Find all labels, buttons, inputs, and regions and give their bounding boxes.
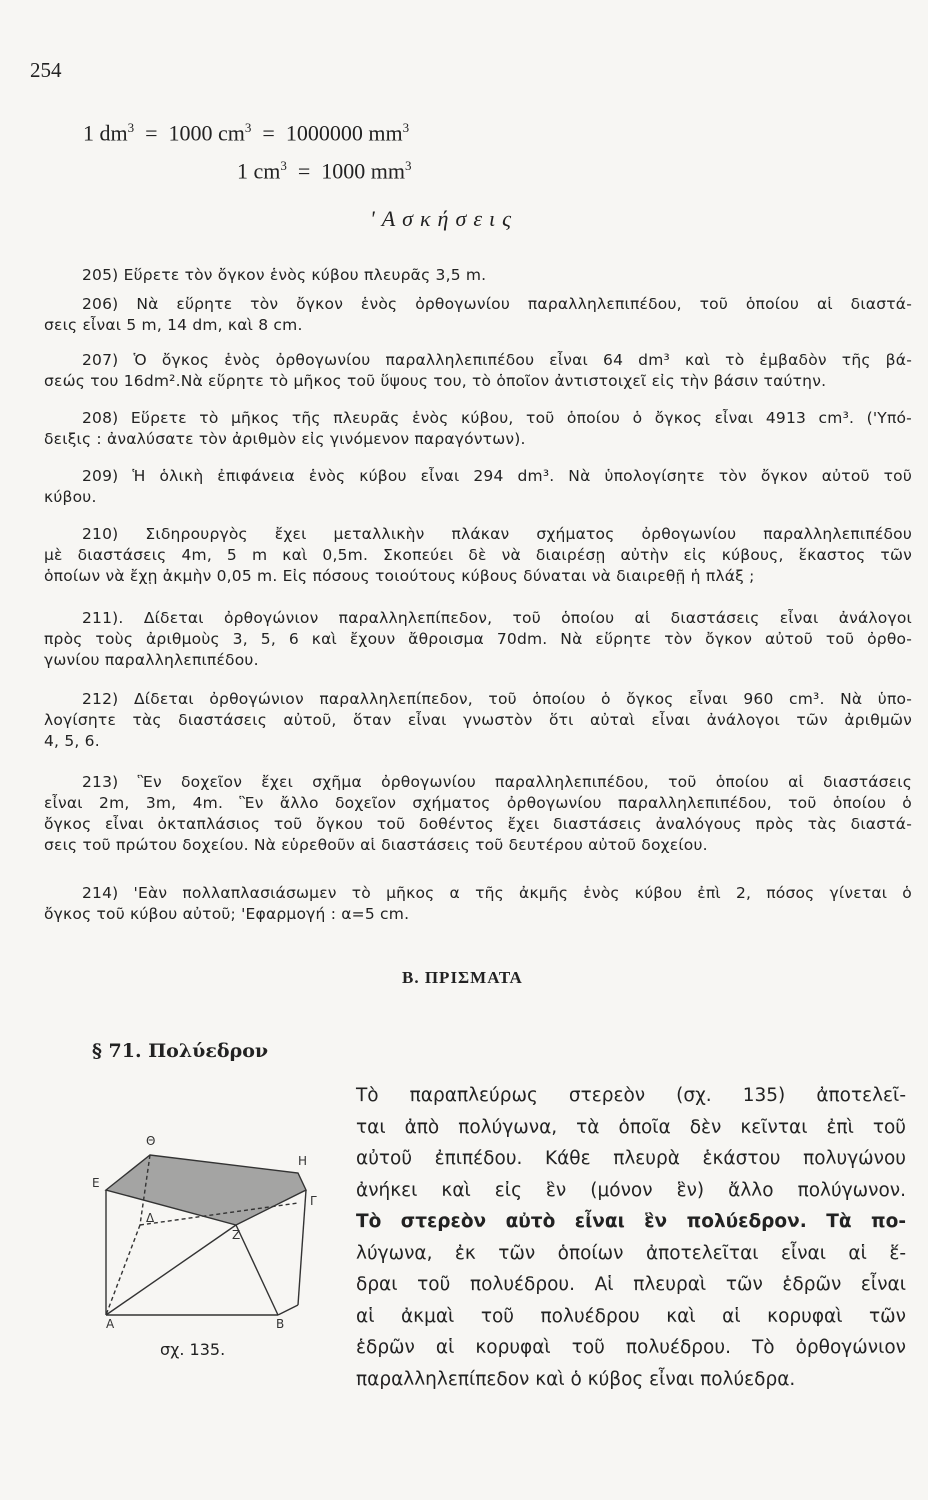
exercise-212: [44, 689, 912, 752]
exercise-text: μὲ διαστάσεις 4m, 5 m καὶ 0,5m. Σκοπεύει δὲ νὰ διαιρέσῃ αὐτὴν εἰς κύβους, ἕκαστος τῶν: [44, 546, 912, 564]
exercise-text: εἶναι 2m, 3m, 4m. Ἓν ἄλλο δοχεῖον σχήματος ὀρθογωνίου παραλληλεπιπέδου, τοῦ ὁποίου ὁ: [44, 794, 912, 812]
exercise-text: Ὁ ὄγκος ἑνὸς ὀρθογωνίου παραλληλεπιπέδου εἶναι 64 dm³ καὶ τὸ ἐμβαδὸν τῆς βά-: [133, 351, 912, 369]
exercise-206: [44, 294, 912, 336]
body-line: ται ἀπὸ πολύγωνα, τὰ ὁποῖα δὲν κεῖνται ἐπὶ τοῦ: [356, 1116, 906, 1138]
exercise-text: Εὕρετε τὸν ὄγκον ἑνὸς κύβου πλευρᾶς 3,5 m.: [123, 266, 487, 284]
page-number: 254: [30, 58, 62, 82]
polyhedron-figure: [88, 1125, 328, 1330]
exercise-text: ὁποίων νὰ ἔχῃ ἀκμὴν 0,05 m. Εἰς πόσους τοιούτους κύβους δύναται νὰ διαιρεθῇ ἡ πλάξ ;: [44, 567, 755, 585]
exercise-text: γωνίου παραλληλεπιπέδου.: [44, 651, 259, 669]
exercise-text: σεις τοῦ πρώτου δοχείου. Νὰ εὑρεθοῦν αἱ διαστάσεις τοῦ δευτέρου αὐτοῦ δοχείου.: [44, 836, 708, 854]
exercise-text: Ἓν δοχεῖον ἔχει σχῆμα ὀρθογωνίου παραλληλεπιπέδου, τοῦ ὁποίου αἱ διαστάσεις: [137, 773, 912, 791]
exercise-number: 210): [82, 525, 119, 543]
edge-bottom-right: [278, 1305, 298, 1315]
exercise-number: 208): [82, 409, 119, 427]
exercise-number: 209): [82, 467, 119, 485]
exercise-text: ὄγκος τοῦ κύβου αὐτοῦ; 'Εφαρμογή : α=5 cm.: [44, 905, 410, 923]
body-line: ἑδρῶν αἱ κορυφαὶ τοῦ πολυέδρου. Τὸ ὀρθογώνιον: [356, 1337, 906, 1358]
exercise-text: Νὰ εὕρητε τὸν ὄγκον ἑνὸς ὀρθογωνίου παραλληλεπιπέδου, τοῦ ὁποίου αἱ διαστά-: [136, 295, 912, 313]
exercise-number: 212): [82, 690, 119, 708]
label-zeta: Ζ: [232, 1228, 241, 1242]
label-eta: Η: [298, 1154, 308, 1168]
figure-caption: σχ. 135.: [160, 1340, 226, 1359]
exercises-heading: 'Ασκήσεις: [370, 206, 519, 231]
body-line: Τὸ παραπλεύρως στερεὸν (σχ. 135) ἀποτελεῖ-: [356, 1085, 906, 1106]
edge-right: [298, 1190, 306, 1305]
exercise-number: 211).: [82, 609, 124, 627]
exercise-text: Σιδηρουργὸς ἔχει μεταλλικὴν πλάκαν σχήματος ὀρθογωνίου παραλληλεπιπέδου: [145, 525, 912, 543]
exercise-text: 'Εὰν πολλαπλασιάσωμεν τὸ μῆκος α τῆς ἀκμῆς ἑνὸς κύβου ἐπὶ 2, πόσος γίνεται ὁ: [133, 884, 912, 902]
label-delta: Δ: [146, 1211, 155, 1225]
body-line: ἀνήκει καὶ εἰς ἓν (μόνον ἓν) ἄλλο πολύγωνον.: [356, 1179, 906, 1201]
exercise-text: σεις εἶναι 5 m, 14 dm, καὶ 8 cm.: [44, 316, 303, 334]
exercise-210: [44, 524, 912, 587]
exercise-number: 206): [82, 295, 119, 313]
label-gamma: Γ: [310, 1194, 317, 1208]
exercise-207: [44, 350, 912, 392]
label-beta: Β: [276, 1317, 285, 1330]
exercise-text: πρὸς τοὺς ἀριθμοὺς 3, 5, 6 καὶ ἔχουν ἄθροισμα 70dm. Νὰ εὕρητε τὸν ὄγκον αὐτοῦ τοῦ ὀρθο-: [44, 630, 912, 648]
exercise-text: σεώς του 16dm².Νὰ εὕρητε τὸ μῆκος τοῦ ὕψους του, τὸ ὁποῖον ἀντιστοιχεῖ εἰς τὴν βάσιν ταύτην.: [44, 372, 827, 390]
exercise-text: ὄγκος εἶναι ὀκταπλάσιος τοῦ ὄγκου τοῦ δοθέντος ἔχει διαστάσεις ἀναλόγους πρὸς τὰς διαστά-: [44, 815, 912, 833]
body-line: αὐτοῦ ἐπιπέδου. Κάθε πλευρὰ ἑκάστου πολυγώνου: [356, 1148, 906, 1169]
exercise-text: δειξις : ἀναλύσατε τὸν ἀριθμὸν εἰς γινόμενον παραγόντων).: [44, 430, 526, 448]
exercise-205: [44, 265, 912, 286]
body-text: [356, 1080, 906, 1395]
exercise-number: 214): [82, 884, 119, 902]
exercise-text: λογίσητε τὰς διαστάσεις αὐτοῦ, ὅταν εἶναι γνωστὸν ὅτι αὐταὶ εἶναι ἀνάλογοι τῶν ἀριθμῶν: [44, 711, 912, 729]
exercise-208: [44, 408, 912, 450]
body-line: Τὸ στερεὸν αὐτὸ εἶναι ἓν πολύεδρον. Τὰ πο-: [356, 1211, 906, 1232]
label-epsilon: Ε: [92, 1176, 100, 1190]
equation-1: 1 $dm^3 = 1000$ $cm^3 = 1000000$ $mm^3$: [83, 120, 410, 146]
exercise-214: [44, 883, 912, 925]
hidden-edge-3: [106, 1225, 140, 1315]
body-line: αἱ ἀκμαὶ τοῦ πολυέδρου καὶ αἱ κορυφαὶ τῶν: [356, 1305, 906, 1327]
exercise-211: [44, 608, 912, 671]
exercise-209: [44, 466, 912, 508]
edge-front-diag: [106, 1225, 236, 1315]
edge-front-right: [236, 1225, 278, 1315]
exercise-text: Δίδεται ὀρθογώνιον παραλληλεπίπεδον, τοῦ ὁποίου αἱ διαστάσεις εἶναι ἀνάλογοι: [143, 609, 912, 627]
exercise-number: 205): [82, 266, 119, 284]
body-line: λύγωνα, ἐκ τῶν ὁποίων ἀποτελεῖται εἶναι αἱ ἕ-: [356, 1242, 906, 1264]
exercise-213: [44, 772, 912, 856]
body-line: δραι τοῦ πολυέδρου. Αἱ πλευραὶ τῶν ἑδρῶν εἶναι: [356, 1274, 906, 1295]
equation-2: 1 $cm^3 = 1000$ $mm^3$: [237, 158, 412, 184]
exercise-text: Εὕρετε τὸ μῆκος τῆς πλευρᾶς ἑνὸς κύβου, τοῦ ὁποίου ὁ ὄγκος εἶναι 4913 cm³. ('Υπό-: [130, 409, 912, 427]
body-line: παραλληλεπίπεδον καὶ ὁ κύβος εἶναι πολύεδρα.: [356, 1368, 796, 1390]
top-face: [106, 1155, 306, 1225]
exercise-text: 4, 5, 6.: [44, 732, 100, 750]
exercise-text: Δίδεται ὀρθογώνιον παραλληλεπίπεδον, τοῦ ὁποίου ὁ ὄγκος εἶναι 960 cm³. Νὰ ὑπο-: [133, 690, 912, 708]
exercise-text: κύβου.: [44, 488, 97, 506]
paragraph-title: § 71. Πολύεδρον: [92, 1040, 269, 1062]
exercise-number: 207): [82, 351, 119, 369]
label-alpha: Α: [106, 1317, 115, 1330]
exercise-text: Ἡ ὁλικὴ ἐπιφάνεια ἑνὸς κύβου εἶναι 294 dm³. Νὰ ὑπολογίσητε τὸν ὄγκον αὐτοῦ τοῦ: [132, 467, 912, 485]
label-theta: Θ: [146, 1134, 156, 1148]
exercise-number: 213): [82, 773, 119, 791]
section-title: Β. ΠΡΙΣΜΑΤΑ: [402, 968, 523, 987]
